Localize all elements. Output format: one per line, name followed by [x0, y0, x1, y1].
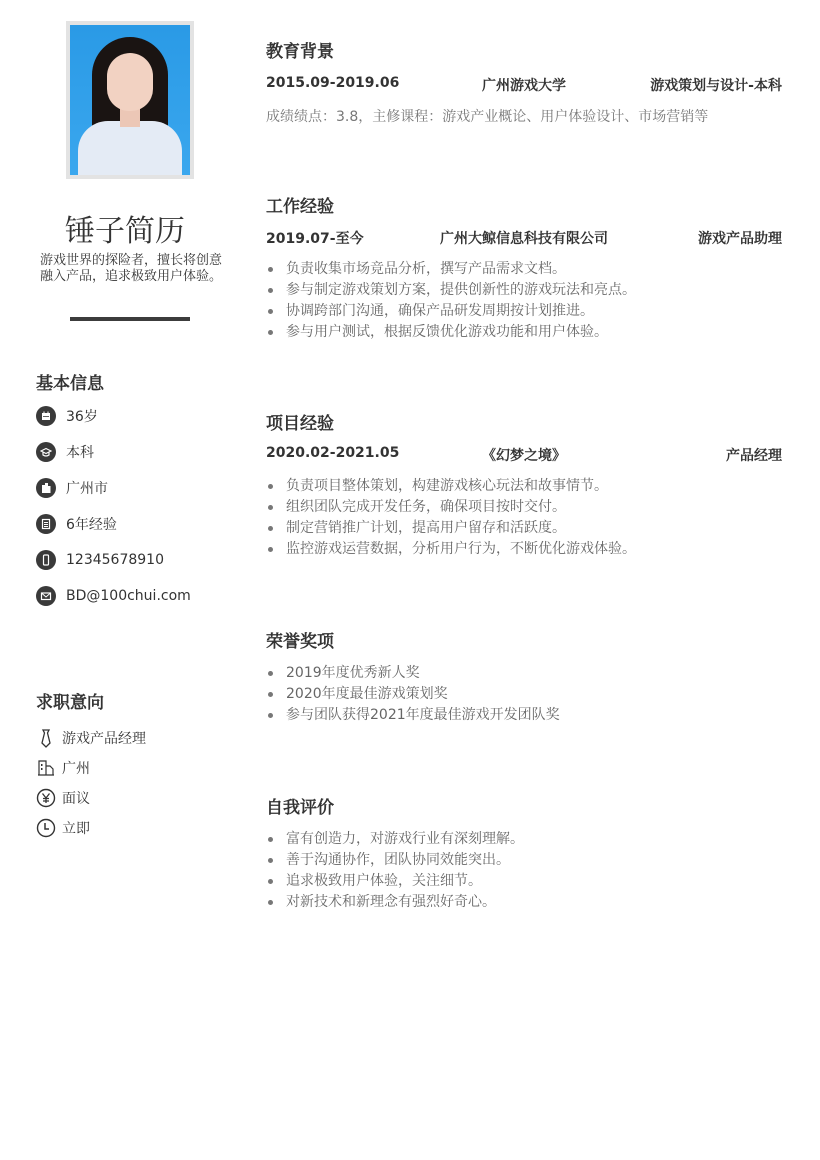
info-email: BD@100chui.com: [36, 586, 191, 606]
education-section: [266, 37, 782, 126]
building-icon: [36, 478, 56, 498]
list-item: 协调跨部门沟通，确保产品研发周期按计划推进。: [266, 301, 782, 322]
profile-motto: 游戏世界的探险者，擅长将创意融入产品，追求极致用户体验。: [39, 253, 222, 284]
info-age: 36岁: [36, 406, 98, 426]
list-item: 善于沟通协作，团队协同效能突出。: [266, 850, 782, 871]
list-item: 参与团队获得2021年度最佳游戏开发团队奖: [266, 705, 782, 726]
intent-availability: 立即: [36, 818, 90, 838]
project-row: 2020.02-2021.05 《幻梦之境》 产品经理: [266, 445, 782, 464]
self-eval-section: [266, 793, 782, 913]
clock-icon: [36, 818, 56, 838]
divider-bar: [70, 317, 190, 321]
self-eval-title: 自我评价: [266, 798, 334, 818]
intent-salary: 面议: [36, 788, 90, 808]
info-city: 广州市: [36, 478, 108, 498]
work-section: [266, 192, 782, 343]
list-item: 负责项目整体策划，构建游戏核心玩法和故事情节。: [266, 476, 782, 497]
profile-photo-frame: [66, 21, 194, 179]
calendar-icon: [36, 406, 56, 426]
info-degree: 本科: [36, 442, 94, 462]
project-section: [266, 409, 782, 560]
intent-city: 广州: [36, 758, 90, 778]
list-item: 监控游戏运营数据，分析用户行为，不断优化游戏体验。: [266, 539, 782, 560]
list-item: 2019年度优秀新人奖: [266, 663, 782, 684]
intent-position: 游戏产品经理: [36, 728, 146, 748]
city-icon: [36, 758, 56, 778]
honors-bullets: [266, 663, 782, 726]
project-bullets: [266, 476, 782, 560]
list-item: 2020年度最佳游戏策划奖: [266, 684, 782, 705]
work-title: 工作经验: [266, 197, 334, 217]
honors-title: 荣誉奖项: [266, 632, 334, 652]
work-bullets: [266, 259, 782, 343]
list-item: 富有创造力，对游戏行业有深刻理解。: [266, 829, 782, 850]
sidebar: [0, 0, 250, 1160]
self-eval-bullets: [266, 829, 782, 913]
list-item: 参与用户测试，根据反馈优化游戏功能和用户体验。: [266, 322, 782, 343]
list-item: 参与制定游戏策划方案，提供创新性的游戏玩法和亮点。: [266, 280, 782, 301]
resume-name: 锤子简历: [65, 214, 185, 249]
info-phone: 12345678910: [36, 550, 164, 570]
basic-info-title: 基本信息: [36, 374, 104, 394]
education-title: 教育背景: [266, 42, 334, 62]
profile-photo: [70, 25, 190, 175]
tie-icon: [36, 728, 56, 748]
phone-icon: [36, 550, 56, 570]
job-intent-title: 求职意向: [36, 693, 104, 713]
graduation-cap-icon: [36, 442, 56, 462]
document-icon: [36, 514, 56, 534]
list-item: 负责收集市场竞品分析，撰写产品需求文档。: [266, 259, 782, 280]
mail-icon: [36, 586, 56, 606]
project-title: 项目经验: [266, 414, 334, 434]
education-desc: 成绩绩点：3.8，主修课程：游戏产业概论、用户体验设计、市场营销等: [266, 109, 709, 125]
info-experience: 6年经验: [36, 514, 117, 534]
work-row: 2019.07-至今 广州大鲸信息科技有限公司 游戏产品助理: [266, 231, 782, 247]
list-item: 追求极致用户体验，关注细节。: [266, 871, 782, 892]
honors-section: [266, 627, 782, 726]
list-item: 制定营销推广计划，提高用户留存和活跃度。: [266, 518, 782, 539]
list-item: 组织团队完成开发任务，确保项目按时交付。: [266, 497, 782, 518]
list-item: 对新技术和新理念有强烈好奇心。: [266, 892, 782, 913]
yen-icon: [36, 788, 56, 808]
education-row: 2015.09-2019.06 广州游戏大学 游戏策划与设计-本科: [266, 75, 782, 94]
